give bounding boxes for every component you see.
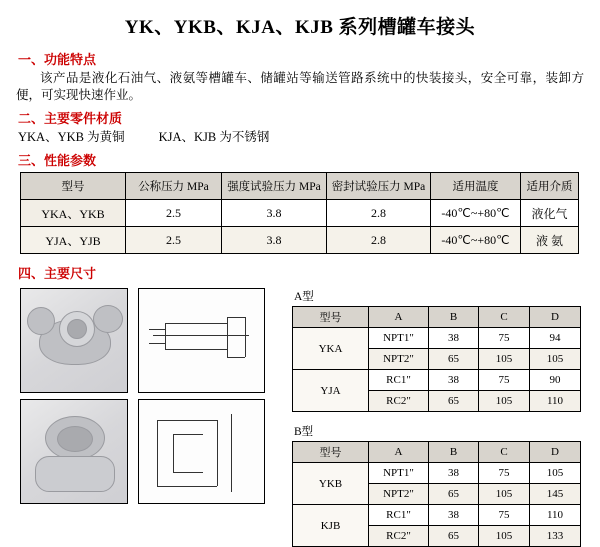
table-header-row [293,307,581,328]
dimensions-section [0,288,600,542]
cell: 65 [429,484,479,505]
col-header: 型号 [21,173,126,200]
cell: 75 [479,370,530,391]
dim-table-b-label: B型 [294,426,314,438]
table-row [293,505,581,526]
col-header: 密封试验压力 MPa [327,173,431,200]
cell: YKA、YKB [21,200,126,227]
cell: 2.5 [126,200,222,227]
col-header: B [429,307,479,328]
cell: RC1" [369,370,429,391]
section-heading-performance: 三、性能参数 [18,153,97,168]
product-photo-b [20,399,128,504]
cell: 3.8 [222,227,327,254]
cell: YJA、YJB [21,227,126,254]
table-row [293,463,581,484]
page-title: YK、YKB、KJA、KJB 系列槽罐车接头 [124,17,476,38]
cell: 105 [530,349,581,370]
cell: -40℃~+80℃ [431,227,521,254]
cell: 液化气 [521,200,579,227]
cell: 38 [429,328,479,349]
col-header: A [369,442,429,463]
image-row-b [20,399,270,504]
cell: -40℃~+80℃ [431,200,521,227]
cell: 38 [429,505,479,526]
section-heading-material: 二、主要零件材质 [18,111,123,126]
cell: 90 [530,370,581,391]
cell: 145 [530,484,581,505]
cell: 75 [479,505,530,526]
cell: 3.8 [222,200,327,227]
section-heading-dimensions: 四、主要尺寸 [18,266,97,281]
cell: 133 [530,526,581,547]
material-line [18,129,600,146]
technical-drawing-a [138,288,265,393]
col-header: D [530,307,581,328]
col-header: 公称压力 MPa [126,173,222,200]
performance-table [20,172,579,254]
dimension-table-a [292,306,581,412]
dimension-tables-column [292,288,580,547]
dim-table-a-label: A型 [294,291,314,303]
technical-drawing-b [138,399,265,504]
cell: 65 [429,391,479,412]
features-paragraph: 该产品是液化石油气、液氨等槽罐车、储罐站等输送管路系统中的快装接头，安全可靠，装卸方便，可实现快速作业。 [16,71,584,102]
table-row [21,200,579,227]
cell: 105 [479,484,530,505]
cell: NPT2" [369,349,429,370]
cell: 105 [479,391,530,412]
material-text-b: KJA、KJB 为不锈钢 [158,130,270,144]
cell: NPT1" [369,328,429,349]
col-header: B [429,442,479,463]
col-header: A [369,307,429,328]
cell: 38 [429,463,479,484]
col-header: 适用温度 [431,173,521,200]
cell: 65 [429,349,479,370]
col-header: 适用介质 [521,173,579,200]
col-header: C [479,442,530,463]
cell: 94 [530,328,581,349]
cell: 液 氨 [521,227,579,254]
cell: 110 [530,391,581,412]
table-row [293,328,581,349]
cell: 110 [530,505,581,526]
model-cell: YKA [293,328,369,370]
dimension-table-b [292,441,581,547]
cell: 2.5 [126,227,222,254]
col-header: 型号 [293,442,369,463]
cell: 105 [530,463,581,484]
section-heading-features: 一、功能特点 [18,52,97,67]
cell: RC1" [369,505,429,526]
cell: 65 [429,526,479,547]
col-header: D [530,442,581,463]
col-header: 型号 [293,307,369,328]
table-header-row [21,173,579,200]
model-cell: KJB [293,505,369,547]
cell: 2.8 [327,227,431,254]
cell: RC2" [369,391,429,412]
cell: 38 [429,370,479,391]
cell: 75 [479,463,530,484]
cell: NPT2" [369,484,429,505]
cell: 75 [479,328,530,349]
model-cell: YJA [293,370,369,412]
model-cell: YKB [293,463,369,505]
cell: RC2" [369,526,429,547]
product-photo-a [20,288,128,393]
table-row [293,370,581,391]
cell: NPT1" [369,463,429,484]
col-header: 强度试验压力 MPa [222,173,327,200]
cell: 105 [479,349,530,370]
table-spacer [292,412,580,423]
table-header-row [293,442,581,463]
image-column [20,288,270,504]
cell: 105 [479,526,530,547]
cell: 2.8 [327,200,431,227]
material-text-a: YKA、YKB 为黄铜 [18,130,125,144]
table-row [21,227,579,254]
col-header: C [479,307,530,328]
